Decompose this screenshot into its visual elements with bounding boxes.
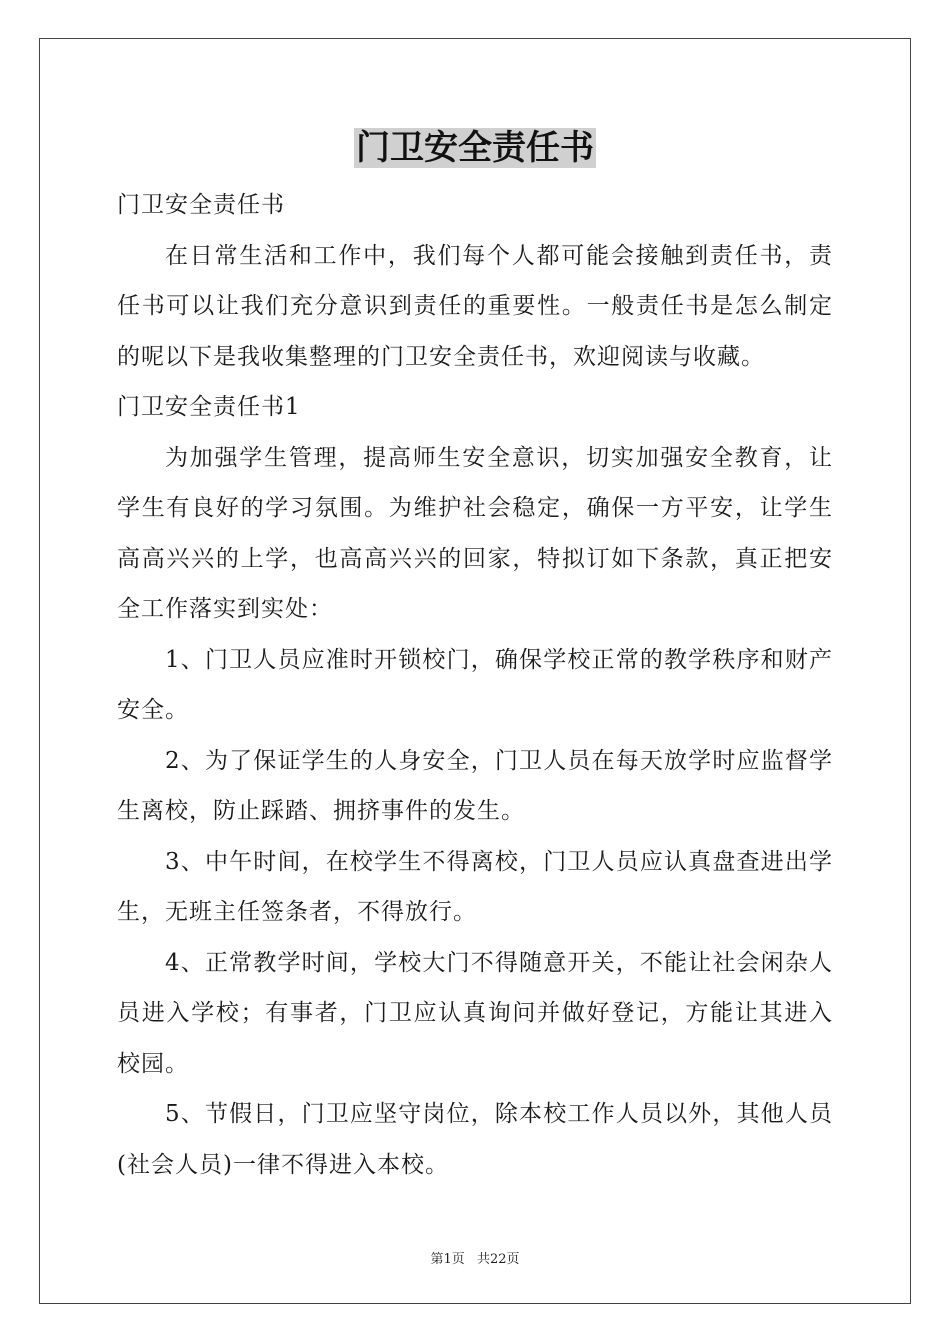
paragraph: 门卫安全责任书 xyxy=(117,192,285,218)
page-footer xyxy=(0,1248,950,1267)
paragraph: 在日常生活和工作中，我们每个人都可能会接触到责任书，责任书可以让我们充分意识到责任的重要性。一般责任书是怎么制定的呢以下是我收集整理的门卫安全责任书，欢迎阅读与收藏。 xyxy=(117,242,833,370)
clause-item: 5、节假日，门卫应坚守岗位，除本校工作人员以外，其他人员(社会人员)一律不得进入本校。 xyxy=(117,1101,833,1178)
clause-item: 4、正常教学时间，学校大门不得随意开关，不能让社会闲杂人员进入学校；有事者，门卫应认真询问并做好登记，方能让其进入校园。 xyxy=(117,949,833,1077)
document-body xyxy=(117,180,833,1190)
paragraph: 为加强学生管理，提高师生安全意识，切实加强安全教育，让学生有良好的学习氛围。为维护社会稳定，确保一方平安，让学生高高兴兴的上学，也高高兴兴的回家，特拟订如下条款，真正把安全工作落实到实处： xyxy=(117,444,833,622)
page-number: 第1页 xyxy=(430,1252,465,1267)
clause-item: 3、中午时间，在校学生不得离校，门卫人员应认真盘查进出学生，无班主任签条者，不得放行。 xyxy=(117,848,833,925)
clause-item: 2、为了保证学生的人身安全，门卫人员在每天放学时应监督学生离校，防止踩踏、拥挤事件的发生。 xyxy=(117,747,833,824)
clause-item: 1、门卫人员应准时开锁校门，确保学校正常的教学秩序和财产安全。 xyxy=(117,646,833,723)
total-pages: 共22页 xyxy=(476,1252,520,1267)
document-title: 门卫安全责任书 xyxy=(356,128,594,168)
title-container xyxy=(0,128,950,168)
section-heading: 门卫安全责任书1 xyxy=(117,394,301,420)
